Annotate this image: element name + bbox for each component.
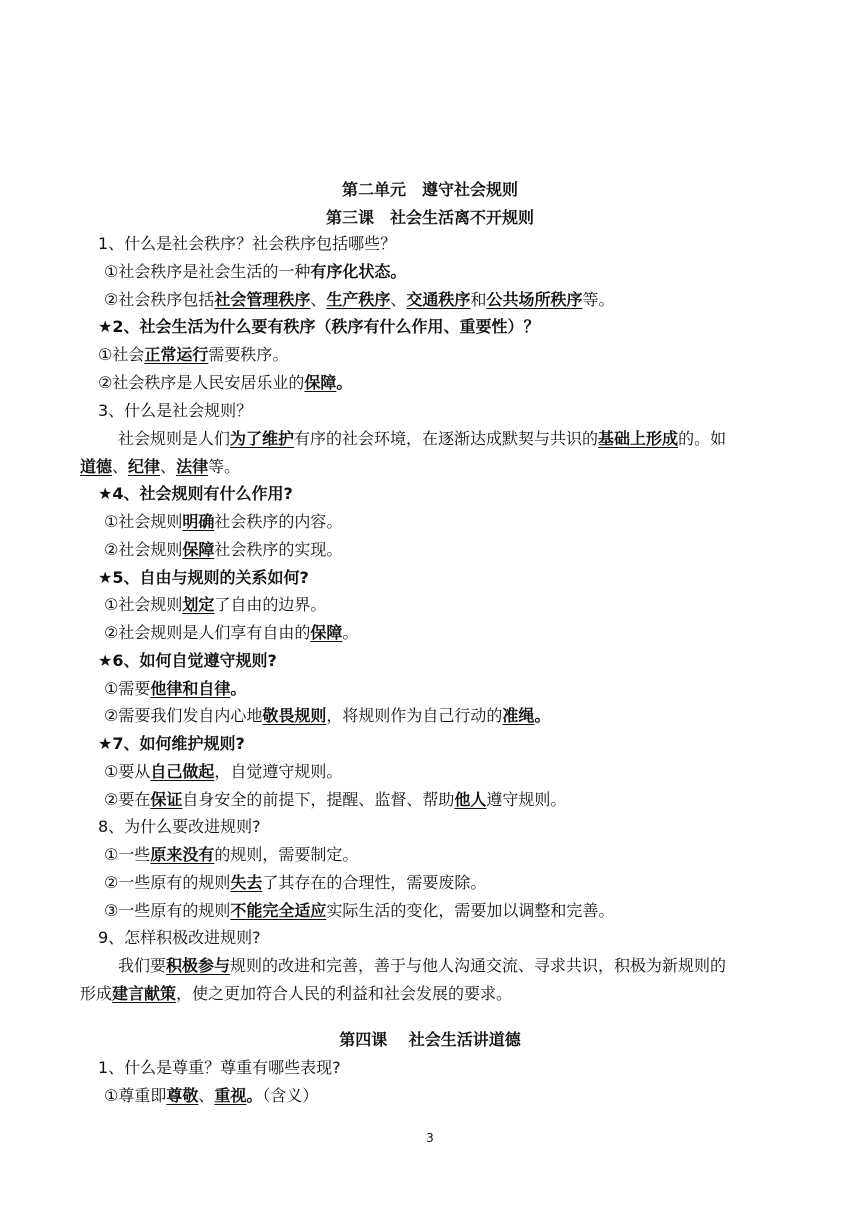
text-line bbox=[118, 954, 726, 978]
key-term: 社会管理秩序 bbox=[214, 290, 311, 309]
text-line bbox=[104, 704, 550, 728]
text-line bbox=[98, 926, 261, 950]
bold-text: ★4、社会规则有什么作用? bbox=[98, 484, 293, 503]
bold-text: 。 bbox=[534, 706, 551, 725]
key-term: 保证 bbox=[150, 790, 183, 809]
text-run: ②需要我们发自内心地 bbox=[104, 706, 263, 725]
text-run: （含义） bbox=[262, 1086, 319, 1105]
key-term: 道德 bbox=[80, 457, 113, 476]
text-run: 规则的改进和完善，善于与他人沟通交流、寻求共识，积极为新规则的 bbox=[230, 956, 727, 975]
bold-text: ★2、社会生活为什么要有秩序（秩序有什么作用、重要性）？ bbox=[98, 317, 540, 336]
text-line bbox=[104, 899, 614, 923]
key-term: 基础上形成 bbox=[598, 429, 679, 448]
text-line bbox=[118, 427, 726, 451]
key-term: 交通秩序 bbox=[406, 290, 471, 309]
key-term: 自己做起 bbox=[150, 762, 215, 781]
text-line bbox=[98, 815, 261, 839]
key-term: 不能完全适应 bbox=[230, 901, 327, 920]
text-run: 3、什么是社会规则？ bbox=[98, 401, 253, 420]
key-term: 纪律 bbox=[128, 457, 161, 476]
text-line bbox=[98, 343, 288, 367]
text-run: 等。 bbox=[208, 457, 241, 476]
bold-text: 。 bbox=[246, 1086, 263, 1105]
text-line bbox=[80, 982, 512, 1006]
text-run: 和 bbox=[470, 290, 487, 309]
unit-title: 第二单元 遵守社会规则 bbox=[341, 180, 518, 199]
key-term: 公共场所秩序 bbox=[486, 290, 583, 309]
text-run: ②要在 bbox=[104, 790, 151, 809]
key-term: 保障 bbox=[304, 373, 337, 392]
key-term: 法律 bbox=[176, 457, 209, 476]
text-line bbox=[98, 482, 293, 506]
text-run: 有序的社会环境，在逐渐达成默契与共识的 bbox=[294, 429, 599, 448]
key-term: 明确 bbox=[182, 512, 215, 531]
lesson-4-title: 第四课 社会生活讲道德 bbox=[339, 1030, 521, 1049]
bold-text: ★5、自由与规则的关系如何? bbox=[98, 568, 309, 587]
text-run: ，将规则作为自己行动的 bbox=[326, 706, 503, 725]
text-run: 社会秩序的实现。 bbox=[214, 540, 343, 559]
key-term: 正常运行 bbox=[144, 345, 209, 364]
text-run: ①需要 bbox=[104, 679, 151, 698]
text-line bbox=[98, 371, 352, 395]
text-run: 社会秩序的内容。 bbox=[214, 512, 343, 531]
text-run: 、 bbox=[112, 457, 129, 476]
text-line bbox=[104, 593, 326, 617]
key-term: 建言献策 bbox=[112, 984, 177, 1003]
text-run: ①社会秩序是社会生活的一种 bbox=[104, 262, 311, 281]
key-term: 他律和自律 bbox=[150, 679, 231, 698]
text-run: ②社会规则是人们享有自由的 bbox=[104, 623, 311, 642]
text-line bbox=[98, 649, 277, 673]
text-run: 8、为什么要改进规则? bbox=[98, 817, 261, 836]
key-term: 原来没有 bbox=[150, 845, 215, 864]
text-line bbox=[104, 260, 406, 284]
text-run: 、 bbox=[310, 290, 327, 309]
text-run: 1、什么是尊重？尊重有哪些表现? bbox=[98, 1058, 341, 1077]
key-term: 尊敬 bbox=[166, 1086, 199, 1105]
text-run: ①社会规则 bbox=[104, 595, 183, 614]
text-run: 我们要 bbox=[118, 956, 167, 975]
text-run: ③一些原有的规则 bbox=[104, 901, 231, 920]
text-line bbox=[104, 871, 486, 895]
bold-text: 。 bbox=[336, 373, 353, 392]
text-run: 社会规则是人们 bbox=[118, 429, 231, 448]
page-number: 3 bbox=[426, 1131, 434, 1145]
text-run: 等。 bbox=[582, 290, 615, 309]
text-run: ，自觉遵守规则。 bbox=[214, 762, 343, 781]
text-run: ①一些 bbox=[104, 845, 151, 864]
text-run: 、 bbox=[198, 1086, 215, 1105]
key-term: 划定 bbox=[182, 595, 215, 614]
key-term: 保障 bbox=[310, 623, 343, 642]
bold-text: 有序化状态。 bbox=[310, 262, 407, 281]
text-run: ②一些原有的规则 bbox=[104, 873, 231, 892]
text-line bbox=[98, 732, 245, 756]
text-run: ①社会规则 bbox=[104, 512, 183, 531]
text-line bbox=[104, 510, 342, 534]
text-run: ②社会秩序是人民安居乐业的 bbox=[98, 373, 305, 392]
text-run: ①社会 bbox=[98, 345, 145, 364]
text-line bbox=[104, 538, 342, 562]
text-line bbox=[98, 1056, 341, 1080]
key-term: 他人 bbox=[454, 790, 487, 809]
text-run: 形成 bbox=[80, 984, 113, 1003]
text-run: 遵守规则。 bbox=[486, 790, 567, 809]
bold-text: ★6、如何自觉遵守规则? bbox=[98, 651, 277, 670]
text-line bbox=[104, 843, 358, 867]
text-run: ①要从 bbox=[104, 762, 151, 781]
text-run: 了自由的边界。 bbox=[214, 595, 327, 614]
text-run: ，使之更加符合人民的利益和社会发展的要求。 bbox=[176, 984, 513, 1003]
key-term: 失去 bbox=[230, 873, 263, 892]
lesson-3-title: 第三课 社会生活离不开规则 bbox=[325, 208, 534, 227]
text-run: 的。如 bbox=[678, 429, 727, 448]
text-line bbox=[98, 566, 309, 590]
text-line bbox=[104, 788, 566, 812]
text-run: 。 bbox=[342, 623, 359, 642]
key-term: 保障 bbox=[182, 540, 215, 559]
text-run: ②社会规则 bbox=[104, 540, 183, 559]
text-line bbox=[104, 288, 614, 312]
key-term: 重视 bbox=[214, 1086, 247, 1105]
bold-text: ★7、如何维护规则? bbox=[98, 734, 245, 753]
text-line bbox=[104, 677, 246, 701]
text-run: 1、什么是社会秩序？社会秩序包括哪些？ bbox=[98, 234, 397, 253]
text-line bbox=[98, 232, 396, 256]
text-run: ②社会秩序包括 bbox=[104, 290, 215, 309]
text-line bbox=[98, 315, 539, 339]
text-line bbox=[104, 621, 358, 645]
text-run: 需要秩序。 bbox=[208, 345, 289, 364]
text-line bbox=[80, 455, 240, 479]
key-term: 准绳 bbox=[502, 706, 535, 725]
text-run: 的规则，需要制定。 bbox=[214, 845, 359, 864]
text-run: 实际生活的变化，需要加以调整和完善。 bbox=[326, 901, 615, 920]
text-run: 自身安全的前提下，提醒、监督、帮助 bbox=[182, 790, 455, 809]
text-run: 9、怎样积极改进规则? bbox=[98, 928, 261, 947]
text-run: 、 bbox=[160, 457, 177, 476]
text-line bbox=[98, 399, 252, 423]
text-line bbox=[104, 1084, 318, 1108]
key-term: 积极参与 bbox=[166, 956, 231, 975]
text-line bbox=[104, 760, 342, 784]
text-run: 、 bbox=[390, 290, 407, 309]
text-run: 了其存在的合理性，需要废除。 bbox=[262, 873, 487, 892]
text-run: ①尊重即 bbox=[104, 1086, 167, 1105]
key-term: 生产秩序 bbox=[326, 290, 391, 309]
key-term: 敬畏规则 bbox=[262, 706, 327, 725]
key-term: 为了维护 bbox=[230, 429, 295, 448]
bold-text: 。 bbox=[230, 679, 247, 698]
